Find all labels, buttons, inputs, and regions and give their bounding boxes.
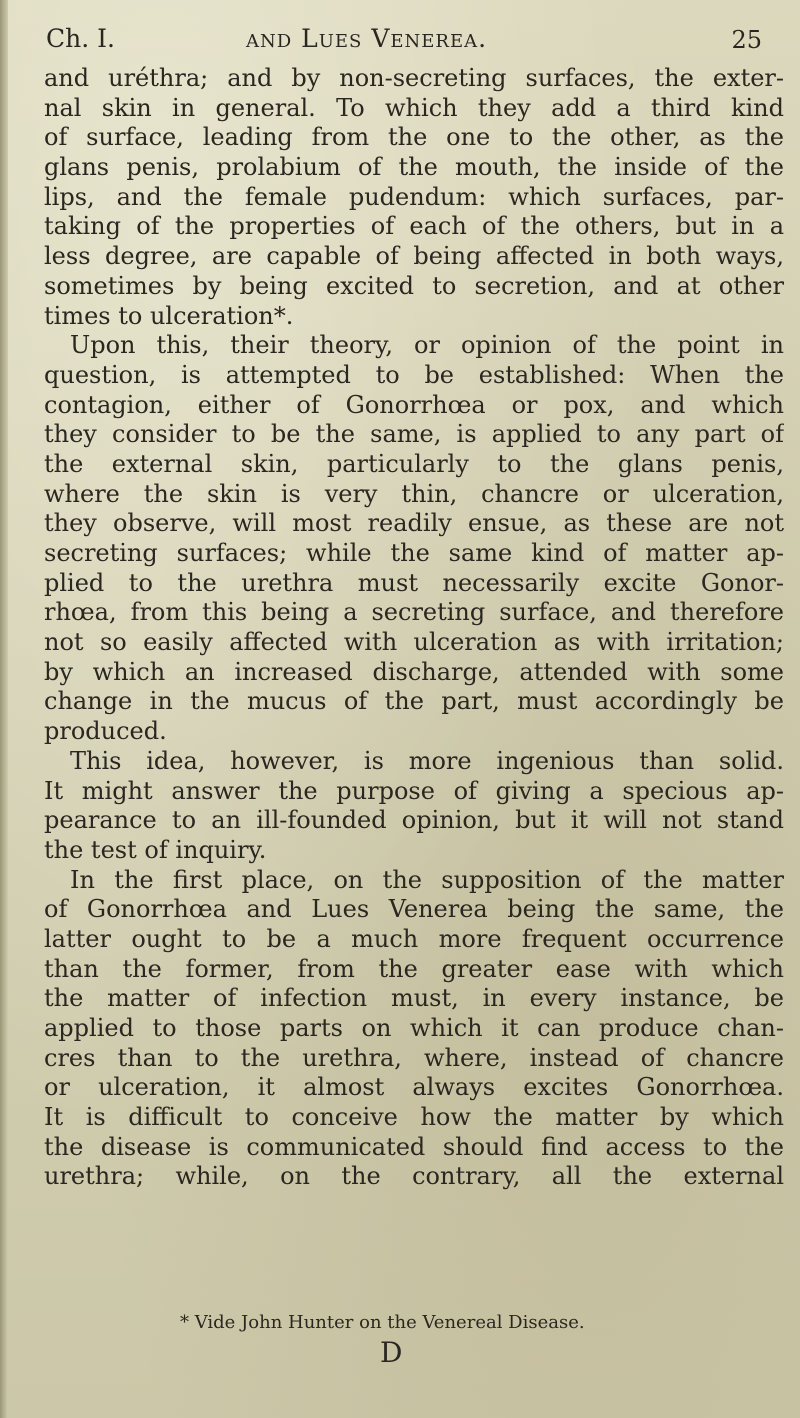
text-line: by which an increased discharge, attended with some xyxy=(44,657,784,686)
text-line: It might answer the purpose of giving a specious ap- xyxy=(44,776,784,805)
text-line: produced. xyxy=(44,717,167,746)
text-line: plied to the urethra must necessarily excite Gonor- xyxy=(44,568,784,597)
page-edge xyxy=(0,0,8,1418)
text-line: taking of the properties of each of the others, but in a xyxy=(44,212,784,241)
text-line: Upon this, their theory, or opinion of the point in xyxy=(70,331,784,360)
text-line: change in the mucus of the part, must accordingly be xyxy=(44,687,784,716)
text-line: rhœa, from this being a secreting surface, and therefore xyxy=(44,598,784,627)
text-line: pearance to an ill-founded opinion, but it will not stand xyxy=(44,806,784,835)
text-line: urethra; while, on the contrary, all the external xyxy=(44,1162,784,1191)
text-line: latter ought to be a much more frequent occurrence xyxy=(44,924,784,953)
body-text xyxy=(44,64,784,1192)
chapter-label: Ch. I. xyxy=(46,24,115,53)
page-number: 25 xyxy=(731,26,762,54)
text-line: and uréthra; and by non-secreting surfaces, the exter- xyxy=(44,64,784,92)
text-line: than the former, from the greater ease with which xyxy=(44,954,784,983)
text-line: not so easily affected with ulceration as with irritation; xyxy=(44,628,784,657)
text-line: It is difficult to conceive how the matter by which xyxy=(44,1103,784,1132)
text-line: the external skin, particularly to the glans penis, xyxy=(44,449,784,478)
text-line: the disease is communicated should find access to the xyxy=(44,1132,784,1161)
footnote: * Vide John Hunter on the Venereal Disease. xyxy=(180,1312,585,1333)
signature-mark: D xyxy=(380,1336,403,1369)
text-line: where the skin is very thin, chancre or ulceration, xyxy=(44,479,784,508)
text-line: secreting surfaces; while the same kind of matter ap- xyxy=(44,539,784,567)
text-line: they consider to be the same, is applied to any part of xyxy=(44,420,784,449)
text-line: applied to those parts on which it can produce chan- xyxy=(44,1014,784,1042)
text-line: or ulceration, it almost always excites Gonorrhœa. xyxy=(44,1073,784,1102)
text-line: This idea, however, is more ingenious than solid. xyxy=(70,746,784,775)
text-line: nal skin in general. To which they add a third kind xyxy=(44,93,784,122)
text-line: In the first place, on the supposition of the matter xyxy=(70,865,784,894)
text-line: contagion, either of Gonorrhœa or pox, and which xyxy=(44,390,784,419)
text-line: they observe, will most readily ensue, as these are not xyxy=(44,509,784,538)
text-line: question, is attempted to be established: When the xyxy=(44,360,784,389)
text-line: times to ulceration*. xyxy=(44,301,294,330)
text-line: of Gonorrhœa and Lues Venerea being the same, the xyxy=(44,895,784,924)
text-line: cres than to the urethra, where, instead of chancre xyxy=(44,1043,784,1072)
text-line: less degree, are capable of being affected in both ways, xyxy=(44,242,784,271)
text-line: the test of inquiry. xyxy=(44,835,267,864)
text-line: the matter of infection must, in every instance, be xyxy=(44,984,784,1013)
running-head: and Lues Venerea. xyxy=(246,24,488,53)
page-header xyxy=(46,22,772,62)
text-line: of surface, leading from the one to the other, as the xyxy=(44,123,784,152)
text-line: sometimes by being excited to secretion, and at other xyxy=(44,271,784,300)
text-line: lips, and the female pudendum: which surfaces, par- xyxy=(44,182,784,211)
text-line: glans penis, prolabium of the mouth, the inside of the xyxy=(44,153,784,182)
